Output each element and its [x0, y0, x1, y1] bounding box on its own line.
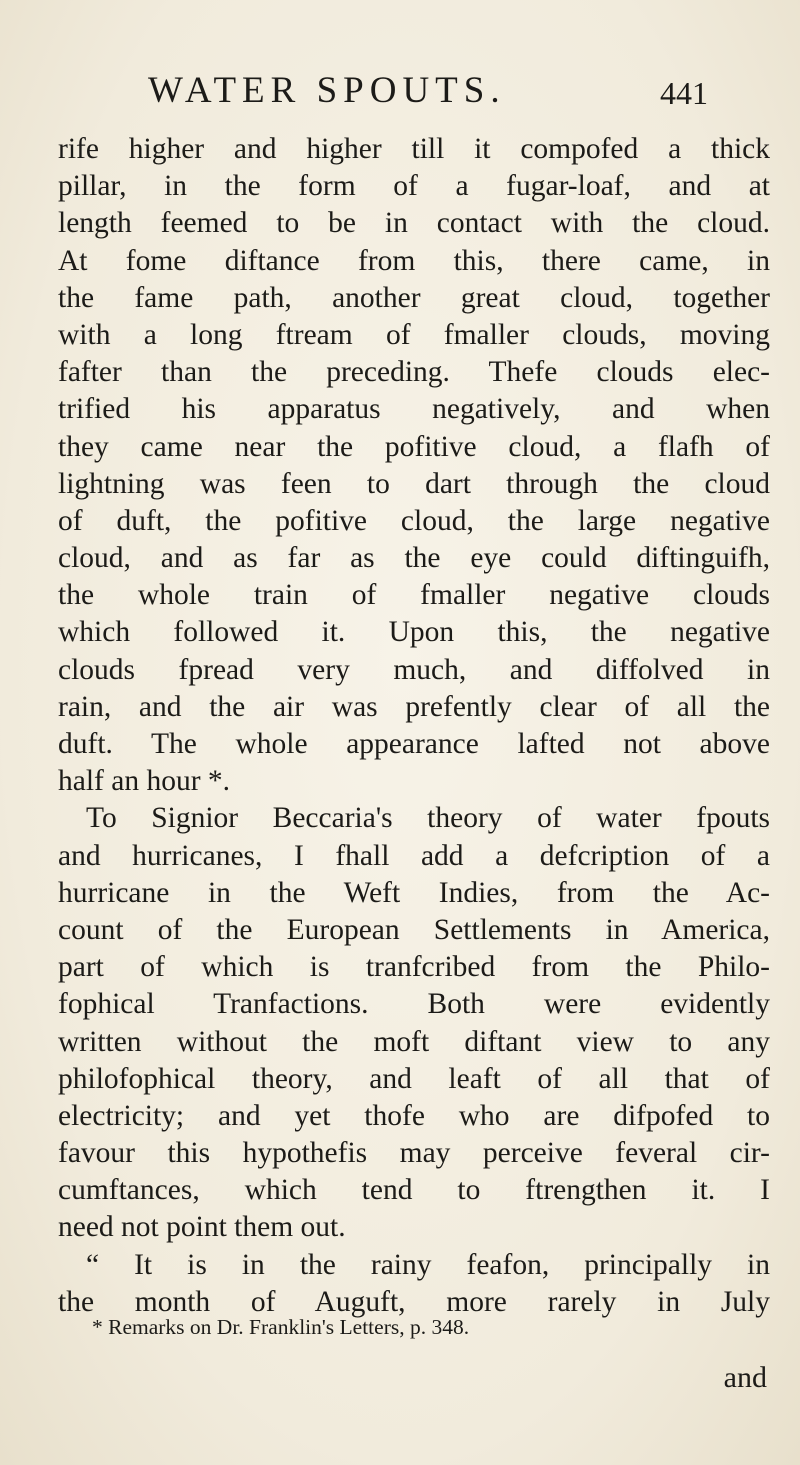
text-line: favour this hypothefis may perceive feveral cir- [58, 1137, 770, 1170]
footnote: * Remarks on Dr. Franklin's Letters, p. 348. [92, 1315, 470, 1339]
text-line: fafter than the preceding. Thefe clouds elec- [58, 356, 770, 389]
text-line: the whole train of fmaller negative clouds [58, 579, 770, 612]
text-line: length feemed to be in contact with the cloud. [58, 207, 770, 240]
text-line: they came near the pofitive cloud, a flafh of [58, 430, 770, 463]
catchword: and [723, 1361, 767, 1394]
text-line: half an hour *. [58, 765, 231, 798]
text-line: which followed it. Upon this, the negative [58, 616, 770, 649]
text-line: the month of Auguft, more rarely in July [58, 1285, 770, 1318]
text-line: electricity; and yet thofe who are difpofed to [58, 1099, 770, 1132]
text-line: philofophical theory, and leaft of all that of [58, 1062, 770, 1095]
text-line: cumftances, which tend to ftrengthen it. I [58, 1174, 770, 1207]
text-line: “ It is in the rainy feafon, principally in [86, 1248, 770, 1281]
text-line: the fame path, another great cloud, together [58, 281, 770, 314]
text-line: duft. The whole appearance lafted not above [58, 728, 770, 760]
text-line: lightning was feen to dart through the cloud [58, 467, 770, 500]
text-line: part of which is tranfcribed from the Philo- [58, 951, 770, 984]
text-line: of duft, the pofitive cloud, the large negative [58, 504, 770, 537]
text-line: hurricane in the Weft Indies, from the Ac- [58, 876, 770, 909]
text-line: written without the moft diftant view to any [58, 1025, 770, 1058]
body-text [58, 131, 770, 1321]
text-line: with a long ftream of fmaller clouds, moving [58, 318, 770, 351]
running-head: WATER SPOUTS. [148, 70, 506, 111]
text-line: At fome diftance from this, there came, in [58, 244, 770, 277]
page-number: 441 [660, 75, 708, 111]
text-line: To Signior Beccaria's theory of water fpouts [86, 802, 770, 835]
text-line: cloud, and as far as the eye could diftinguifh, [58, 542, 770, 575]
page-header [148, 66, 708, 116]
text-line: pillar, in the form of a fugar-loaf, and at [58, 170, 770, 203]
text-line: clouds fpread very much, and diffolved in [58, 653, 770, 686]
text-line: fophical Tranfactions. Both were evidently [58, 988, 770, 1021]
text-line: need not point them out. [58, 1211, 346, 1244]
text-line: rain, and the air was prefently clear of all the [58, 690, 770, 723]
text-line: and hurricanes, I fhall add a defcription of a [58, 839, 770, 872]
text-line: trified his apparatus negatively, and when [58, 393, 770, 426]
text-line: count of the European Settlements in America, [58, 913, 770, 946]
text-line: rife higher and higher till it compofed a thick [58, 133, 770, 165]
